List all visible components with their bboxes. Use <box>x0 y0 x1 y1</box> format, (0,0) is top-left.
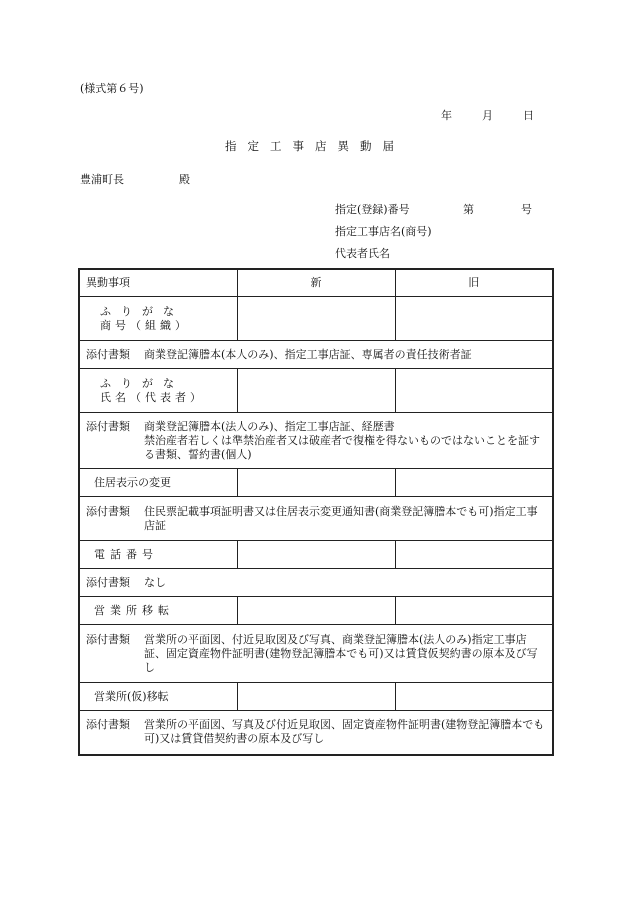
rep-name-old-field[interactable] <box>395 369 553 413</box>
header-item: 異動事項 <box>79 269 237 297</box>
attach-text: なし <box>144 575 166 589</box>
trade-name-label: 商号（組織） <box>100 318 190 332</box>
attach-text: 住民票記載事項証明書又は住居表示変更通知書(商業登記簿謄本でも可)指定工事店証 <box>144 504 538 532</box>
representative-label: 代表者氏名 <box>335 247 390 260</box>
address-attachments <box>79 497 553 541</box>
temp-office-move-label: 営業所(仮)移転 <box>79 683 237 711</box>
table-row <box>79 597 553 625</box>
table-row <box>79 683 553 711</box>
office-move-new-field[interactable] <box>237 597 395 625</box>
trade-name-old-field[interactable] <box>395 297 553 341</box>
registration-number-row <box>335 203 532 225</box>
attach-label: 添付書類 <box>86 718 130 732</box>
table-row <box>79 469 553 497</box>
attach-label: 添付書類 <box>86 419 130 433</box>
office-move-old-field[interactable] <box>395 597 553 625</box>
page-title: 指定工事店異動届 <box>225 139 405 153</box>
attach-text: 商業登記簿謄本(本人のみ)、指定工事店証、専属者の責任技術者証 <box>144 347 472 361</box>
date-day: 日 <box>523 109 534 122</box>
office-move-label: 営業所移転 <box>79 597 237 625</box>
table-row <box>79 369 553 413</box>
rep-name-label: 氏名（代表者） <box>100 390 205 404</box>
rep-name-new-field[interactable] <box>237 369 395 413</box>
temp-office-move-attachments <box>79 711 553 755</box>
trade-name-attachments <box>79 341 553 369</box>
rep-name-furigana: ふりがな <box>100 376 184 390</box>
office-move-attachments <box>79 625 553 683</box>
applicant-block <box>335 203 532 269</box>
attach-label: 添付書類 <box>86 632 130 646</box>
attach-text: 営業所の平面図、付近見取図及び写真、商業登記簿謄本(法人のみ)指定工事店証、固定資産物件証明書(建物登記簿謄本でも可)又は賃貸仮契約書の原本及び写し <box>144 632 538 674</box>
rep-name-cell <box>79 369 237 413</box>
trade-name-furigana: ふりがな <box>100 304 184 318</box>
date-month: 月 <box>482 109 493 122</box>
temp-office-move-new-field[interactable] <box>237 683 395 711</box>
addressee-name: 豊浦町長 <box>80 173 124 186</box>
attach-text: 商業登記簿謄本(法人のみ)、指定工事店証、経歴書 <box>144 419 395 433</box>
table-row <box>79 569 553 597</box>
attach-label: 添付書類 <box>86 575 130 589</box>
address-label: 住居表示の変更 <box>79 469 237 497</box>
table-row <box>79 497 553 541</box>
number-suffix: 号 <box>521 203 532 216</box>
shop-name-label: 指定工事店名(商号) <box>335 225 432 238</box>
addressee-honorific: 殿 <box>179 173 190 186</box>
address-old-field[interactable] <box>395 469 553 497</box>
registration-label: 指定(登録)番号 <box>335 203 410 216</box>
representative-row <box>335 247 532 269</box>
phone-attachments <box>79 569 553 597</box>
attach-label: 添付書類 <box>86 347 130 361</box>
attach-text-block <box>144 420 546 462</box>
table-header-row <box>79 269 553 297</box>
phone-old-field[interactable] <box>395 541 553 569</box>
table-row <box>79 297 553 341</box>
date-line <box>441 107 534 123</box>
table-row <box>79 711 553 755</box>
header-old: 旧 <box>395 269 553 297</box>
temp-office-move-old-field[interactable] <box>395 683 553 711</box>
attach-text: 営業所の平面図、写真及び付近見取図、固定資産物件証明書(建物登記簿謄本でも可)又は賃貸借契約書の原本及び写し <box>144 718 545 746</box>
attach-text: 禁治産者若しくは準禁治産者又は破産者で復権を得ないものではないことを証する書類、誓約書(個人) <box>144 433 540 461</box>
trade-name-cell <box>79 297 237 341</box>
attach-label: 添付書類 <box>86 504 130 518</box>
number-prefix: 第 <box>463 203 474 216</box>
table-row <box>79 413 553 469</box>
table-row <box>79 541 553 569</box>
trade-name-new-field[interactable] <box>237 297 395 341</box>
table-row <box>79 625 553 683</box>
form-number: (様式第６号) <box>80 82 144 95</box>
addressee <box>80 171 190 187</box>
rep-name-attachments <box>79 413 553 469</box>
change-items-table <box>78 268 554 756</box>
address-new-field[interactable] <box>237 469 395 497</box>
phone-new-field[interactable] <box>237 541 395 569</box>
phone-label: 電話番号 <box>79 541 237 569</box>
shop-name-row <box>335 225 532 247</box>
table-row <box>79 341 553 369</box>
date-year: 年 <box>441 109 452 122</box>
header-new: 新 <box>237 269 395 297</box>
